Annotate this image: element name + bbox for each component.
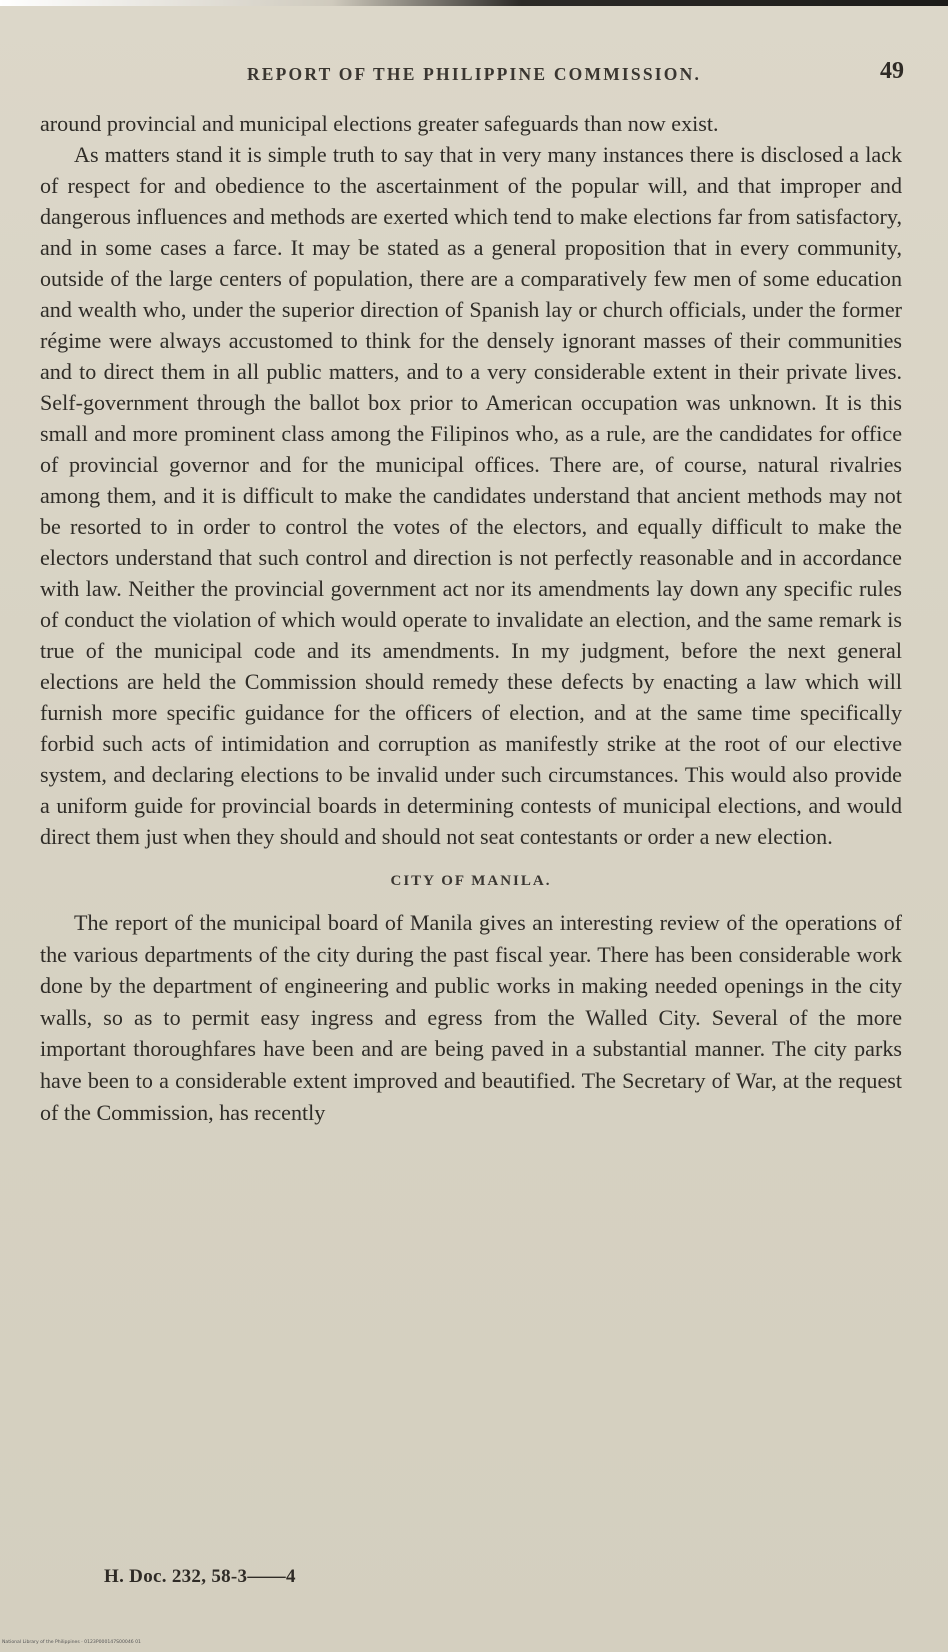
section-heading: CITY OF MANILA. <box>390 873 552 889</box>
running-head-title: REPORT OF THE PHILIPPINE COMMISSION. <box>246 64 702 84</box>
signature-line: H. Doc. 232, 58-3——4 <box>104 1566 296 1587</box>
paragraph-city-of-manila: The report of the municipal board of Manila gives an interesting review of the operations of the various departments of the city during the past fiscal year. There has been considerable work done by the department of engineering and public works in making needed openings in the city walls, so as to permit easy ingress and egress from the Walled City. Several of the more important thoroughfares have been and are being paved in a substantial manner. The city parks have been to a considerable extent improved and beautified. The Secretary of War, at the request of the Commission, has recently <box>40 910 902 1125</box>
scan-footer: National Library of the Philippines · 0123P000147S00046 01 <box>2 1640 141 1645</box>
paragraph-continued: around provincial and municipal elections greater safeguards than now exist. <box>40 111 719 136</box>
scan-top-edge <box>0 0 948 6</box>
body-text <box>40 108 902 1128</box>
paragraph-elections: As matters stand it is simple truth to say that in very many instances there is disclosed a lack of respect for and obedience to the ascertainment of the popular will, and that improper and dangerous influences and methods are exerted which tend to make elections far from satisfactory, and in some cases a farce. It may be stated as a general proposition that in every community, outside of the large centers of population, there are a comparatively few men of some education and wealth who, under the superior direction of Spanish lay or church officials, under the former régime were always accustomed to think for the densely ignorant masses of their communities and to direct them in all public matters, and to a very considerable extent in their private lives. Self-government through the ballot box prior to American occupation was unknown. It is this small and more prominent class among the Filipinos who, as a rule, are the candidates for office of provincial governor and for the municipal offices. There are, of course, natural rivalries among them, and it is difficult to make the candidates understand that ancient methods may not be resorted to in order to control the votes of the electors, and equally difficult to make the electors understand that such control and direction is not perfectly reasonable and in accordance with law. Neither the provincial government act nor its amendments lay down any specific rules of conduct the violation of which would operate to invalidate an election, and the same remark is true of the municipal code and its amendments. In my judgment, before the next general elections are held the Commission should remedy these defects by enacting a law which will furnish more specific guidance for the officers of election, and at the same time specifically forbid such acts of intimidation and corruption as manifestly strike at the root of our elective system, and declaring elections to be invalid under such circumstances. This would also provide a uniform guide for provincial boards in determining contests of municipal elections, and would direct them just when they should and should not seat contestants or order a new election. <box>40 142 902 849</box>
page-number: 49 <box>880 58 904 84</box>
running-head <box>40 58 908 92</box>
